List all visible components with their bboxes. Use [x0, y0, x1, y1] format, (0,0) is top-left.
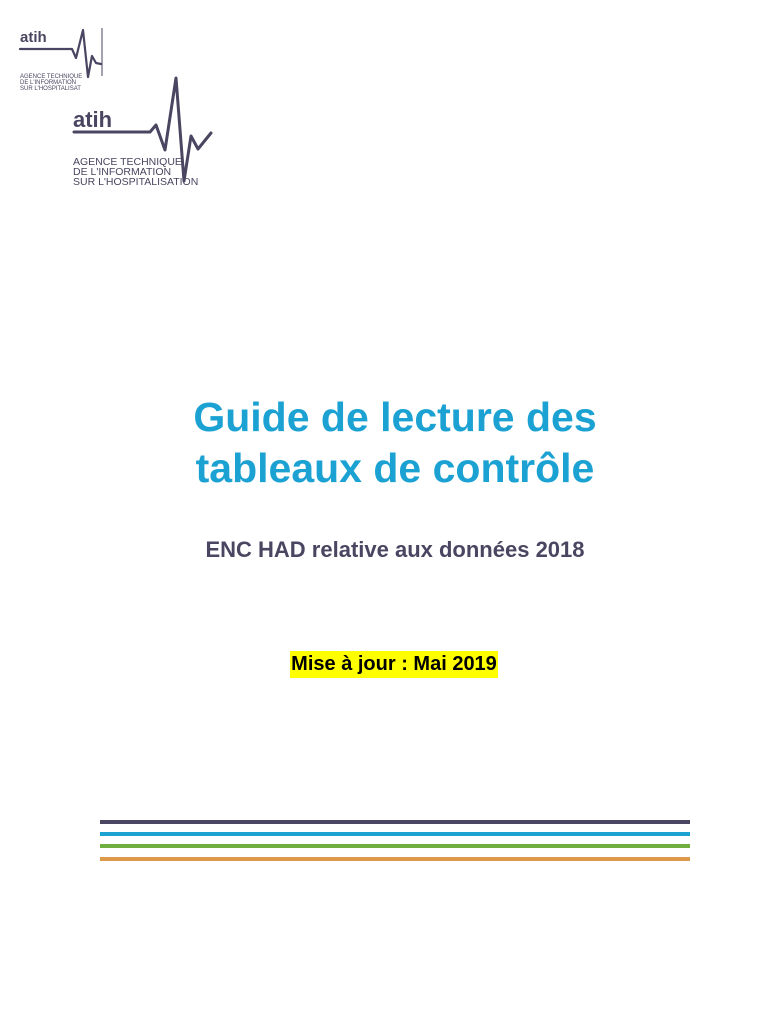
- logo-small-line2: DE L'INFORMATION: [20, 80, 77, 86]
- logo-small-line3: SUR L'HOSPITALISAT: [20, 86, 81, 92]
- logo-large-line3: SUR L'HOSPITALISATION: [73, 176, 199, 188]
- update-date: Mise à jour : Mai 2019: [290, 651, 498, 678]
- update-date-block: [0, 651, 770, 678]
- rule-orange: [100, 857, 690, 861]
- logo-small-name: atih: [20, 29, 47, 46]
- atih-logo-large: [72, 76, 214, 188]
- document-title: [0, 392, 770, 494]
- rule-blue: [100, 832, 690, 836]
- logo-large-line1: AGENCE TECHNIQUE: [73, 156, 182, 168]
- document-title-line1: Guide de lecture des: [193, 394, 597, 440]
- rule-purple: [100, 820, 690, 824]
- atih-logo-large-graphic: [72, 76, 214, 188]
- document-title-line2: tableaux de contrôle: [195, 445, 595, 491]
- rule-green: [100, 844, 690, 848]
- logo-large-line2: DE L'INFORMATION: [73, 166, 172, 178]
- logo-small-line1: AGENCE TECHNIQUE: [20, 74, 83, 80]
- document-subtitle: ENC HAD relative aux données 2018: [205, 537, 585, 562]
- logo-large-name: atih: [73, 107, 113, 132]
